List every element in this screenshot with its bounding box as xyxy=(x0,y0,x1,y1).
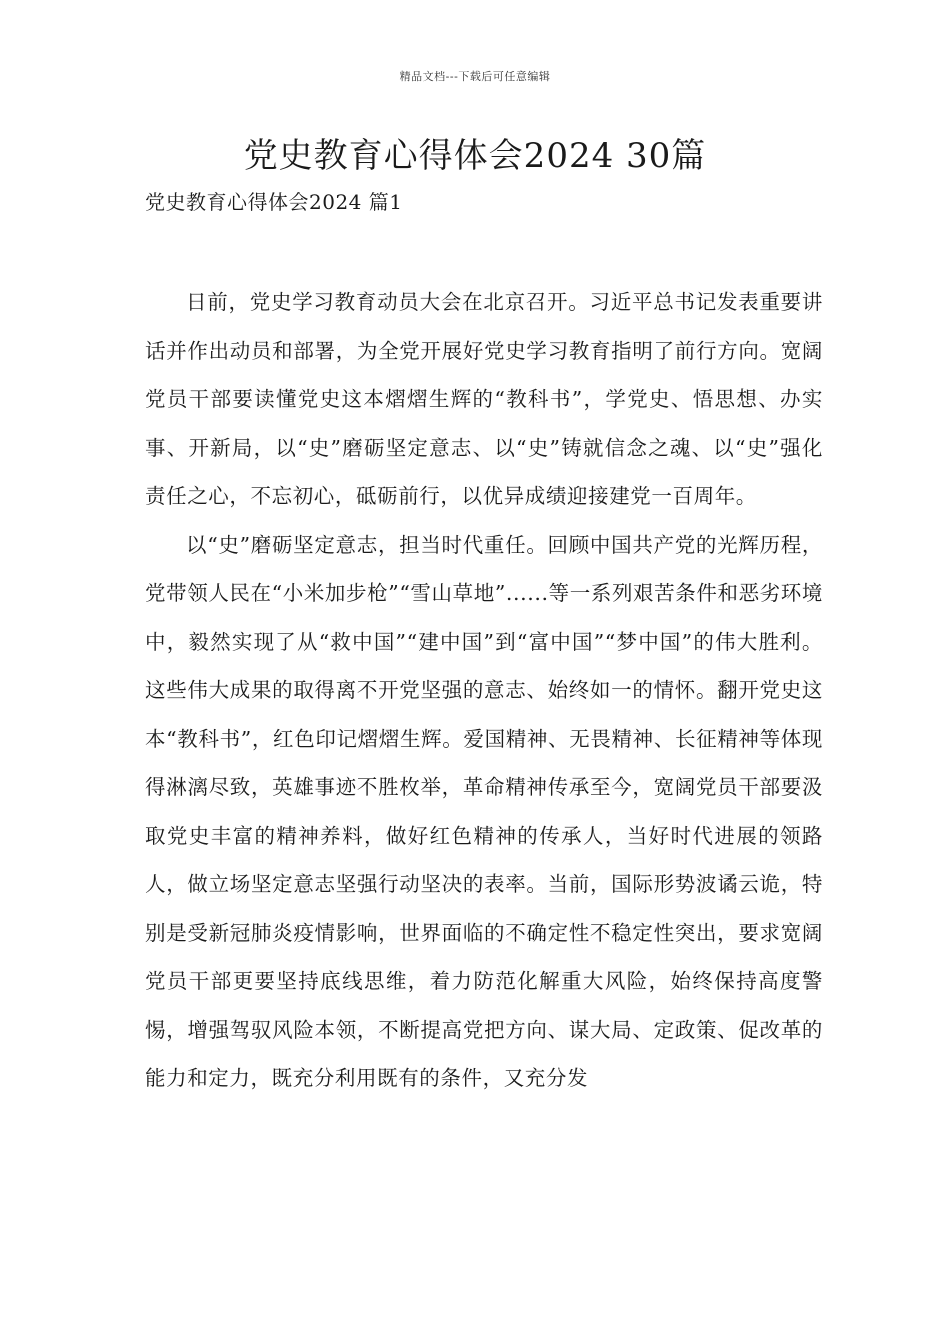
document-body xyxy=(145,278,823,1103)
section-heading: 党史教育心得体会2024 篇1 xyxy=(145,190,403,214)
header-note: 精品文档---下载后可任意编辑 xyxy=(399,70,551,83)
paragraph-2: 以“史”磨砺坚定意志，担当时代重任。回顾中国共产党的光辉历程，党带领人民在“小米加步枪”“雪山草地”......等一系列艰苦条件和恶劣环境中，毅然实现了从“救中国”“建中国”到“富中国”“梦中国”的伟大胜利。这些伟大成果的取得离不开党坚强的意志、始终如一的情怀。翻开党史这本“教科书”，红色印记熠熠生辉。爱国精神、无畏精神、长征精神等体现得淋漓尽致，英雄事迹不胜枚举，革命精神传承至今，宽阔党员干部要汲取党史丰富的精神养料，做好红色精神的传承人，当好时代进展的领路人，做立场坚定意志坚强行动坚决的表率。当前，国际形势波谲云诡，特别是受新冠肺炎疫情影响，世界面临的不确定性不稳定性突出，要求宽阔党员干部更要坚持底线思维，着力防范化解重大风险，始终保持高度警惕，增强驾驭风险本领，不断提高党把方向、谋大局、定政策、促改革的能力和定力，既充分利用既有的条件，又充分发 xyxy=(145,532,823,1090)
paragraph-1: 日前，党史学习教育动员大会在北京召开。习近平总书记发表重要讲话并作出动员和部署，为全党开展好党史学习教育指明了前行方向。宽阔党员干部要读懂党史这本熠熠生辉的“教科书”，学党史、悟思想、办实事、开新局，以“史”磨砺坚定意志、以“史”铸就信念之魂、以“史”强化责任之心，不忘初心，砥砺前行，以优异成绩迎接建党一百周年。 xyxy=(145,290,823,508)
document-title: 党史教育心得体会2024 30篇 xyxy=(243,136,707,176)
